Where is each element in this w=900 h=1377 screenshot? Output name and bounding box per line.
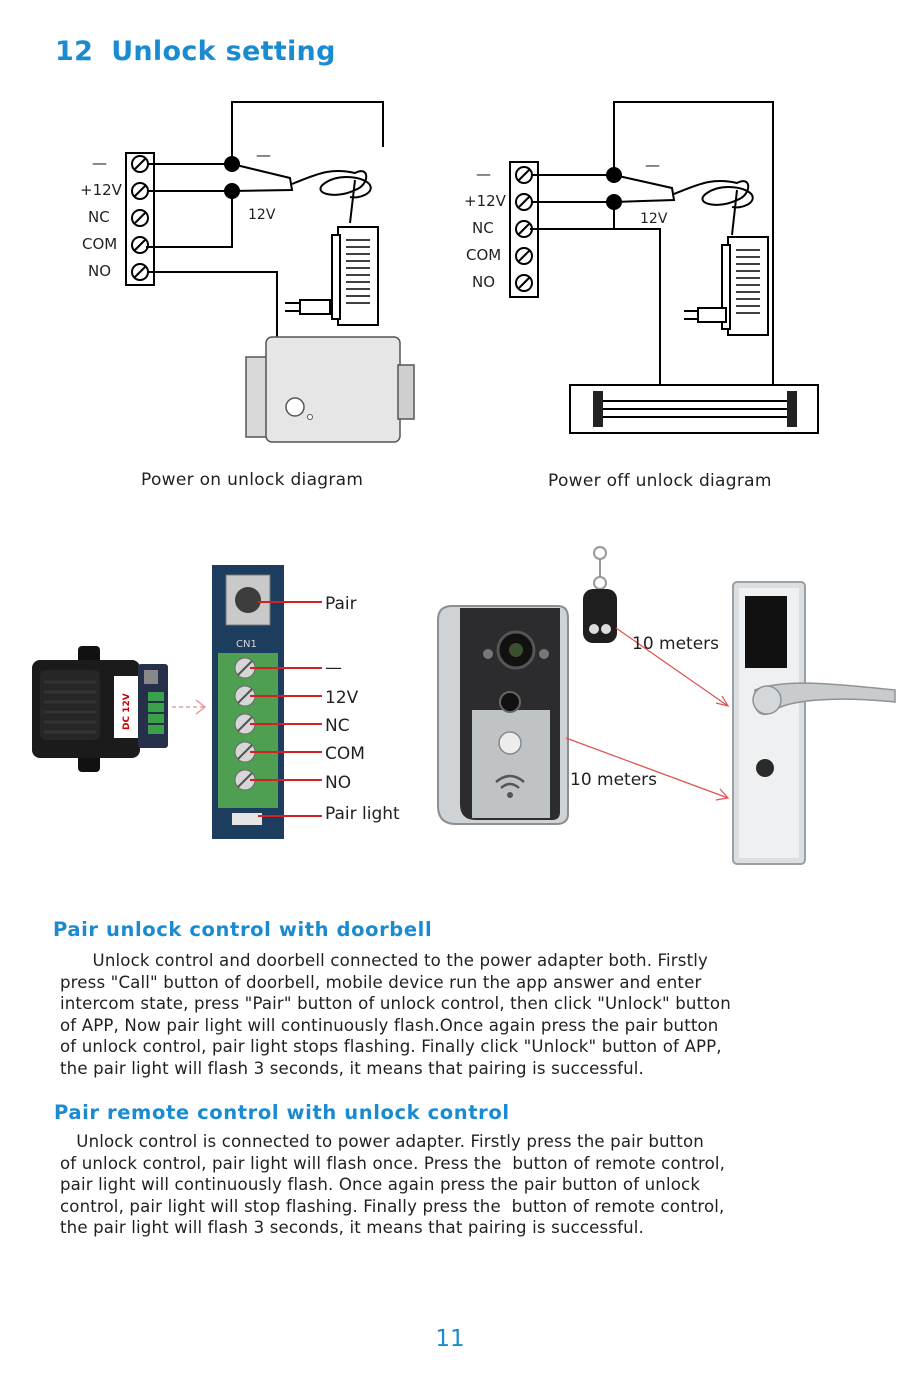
section-body bbox=[60, 950, 790, 1079]
body-line: control, pair light will stop flashing. Finally press the button of remote control, bbox=[60, 1196, 725, 1216]
callout-minus: — bbox=[325, 658, 342, 678]
body-line: of unlock control, pair light will flash once. Press the button of remote control, bbox=[60, 1153, 726, 1173]
magnetic-lock-icon bbox=[570, 385, 818, 433]
section-heading: Pair remote control with unlock control bbox=[54, 1101, 510, 1124]
page-title bbox=[55, 36, 336, 67]
body-line: of APP, Now pair light will continuously flash.Once again press the pair button bbox=[60, 1015, 719, 1035]
electric-lock-icon bbox=[246, 337, 414, 442]
wire-label: — bbox=[645, 156, 660, 174]
terminal-label: +12V bbox=[464, 192, 506, 210]
power-on-caption: Power on unlock diagram bbox=[141, 470, 364, 490]
section-heading: Pair unlock control with doorbell bbox=[53, 918, 433, 941]
voltage-label: 12V bbox=[640, 211, 668, 227]
terminal-label: COM bbox=[82, 235, 118, 253]
range-label-lower: 10 meters bbox=[570, 770, 658, 790]
body-line: the pair light will flash 3 seconds, it means that pairing is successful. bbox=[60, 1058, 644, 1078]
terminal-label: — bbox=[476, 165, 491, 183]
video-doorbell-photo bbox=[430, 600, 570, 830]
terminal-label: COM bbox=[466, 246, 502, 264]
terminal-label: — bbox=[92, 154, 107, 172]
body-line: Unlock control is connected to power adapter. Firstly press the pair button bbox=[60, 1132, 704, 1151]
page-number: 11 bbox=[435, 1326, 465, 1352]
board-label: CN1 bbox=[236, 639, 257, 650]
body-line: Unlock control and doorbell connected to the power adapter both. Firstly bbox=[60, 951, 708, 970]
wire-label: — bbox=[256, 146, 271, 164]
power-off-caption: Power off unlock diagram bbox=[548, 471, 772, 491]
body-line: pair light will continuously flash. Once again press the pair button of unlock bbox=[60, 1175, 701, 1194]
zoom-arrow-icon bbox=[170, 695, 210, 719]
callout-no: NO bbox=[325, 773, 352, 793]
callout-pair: Pair bbox=[325, 594, 357, 614]
wire-junction bbox=[224, 183, 240, 199]
terminal-label: NC bbox=[88, 208, 110, 226]
body-line: press "Call" button of doorbell, mobile device run the app answer and enter bbox=[60, 972, 702, 992]
callout-pair-light: Pair light bbox=[325, 804, 400, 824]
terminal-label: NO bbox=[472, 273, 496, 291]
body-line: intercom state, press "Pair" button of unlock control, then click "Unlock" button bbox=[60, 994, 731, 1013]
callout-nc: NC bbox=[325, 716, 350, 736]
wire-junction bbox=[224, 156, 240, 172]
body-line: the pair light will flash 3 seconds, it means that pairing is successful. bbox=[60, 1218, 644, 1237]
wire-junction bbox=[606, 194, 622, 210]
wire-junction bbox=[606, 167, 622, 183]
power-on-wiring-diagram bbox=[70, 95, 430, 455]
voltage-label: 12V bbox=[248, 207, 276, 223]
callout-lines bbox=[250, 590, 325, 830]
body-line: of unlock control, pair light stops flashing. Finally click "Unlock" button of APP, bbox=[60, 1037, 722, 1056]
power-off-wiring-diagram bbox=[460, 95, 840, 445]
door-lock-photo bbox=[725, 578, 900, 868]
power-adapter-icon bbox=[684, 237, 768, 335]
dc-label: DC 12V bbox=[122, 693, 132, 730]
terminal-label: NO bbox=[88, 262, 112, 280]
callout-com: COM bbox=[325, 744, 365, 764]
section-body bbox=[60, 1131, 790, 1239]
power-adapter-icon bbox=[285, 227, 378, 325]
section-number: 12 bbox=[55, 36, 94, 67]
terminal-label: +12V bbox=[80, 181, 122, 199]
terminal-label: NC bbox=[472, 219, 494, 237]
range-label-upper: 10 meters bbox=[632, 634, 720, 654]
callout-12v: 12V bbox=[325, 688, 359, 708]
section-title: Unlock setting bbox=[111, 36, 336, 67]
